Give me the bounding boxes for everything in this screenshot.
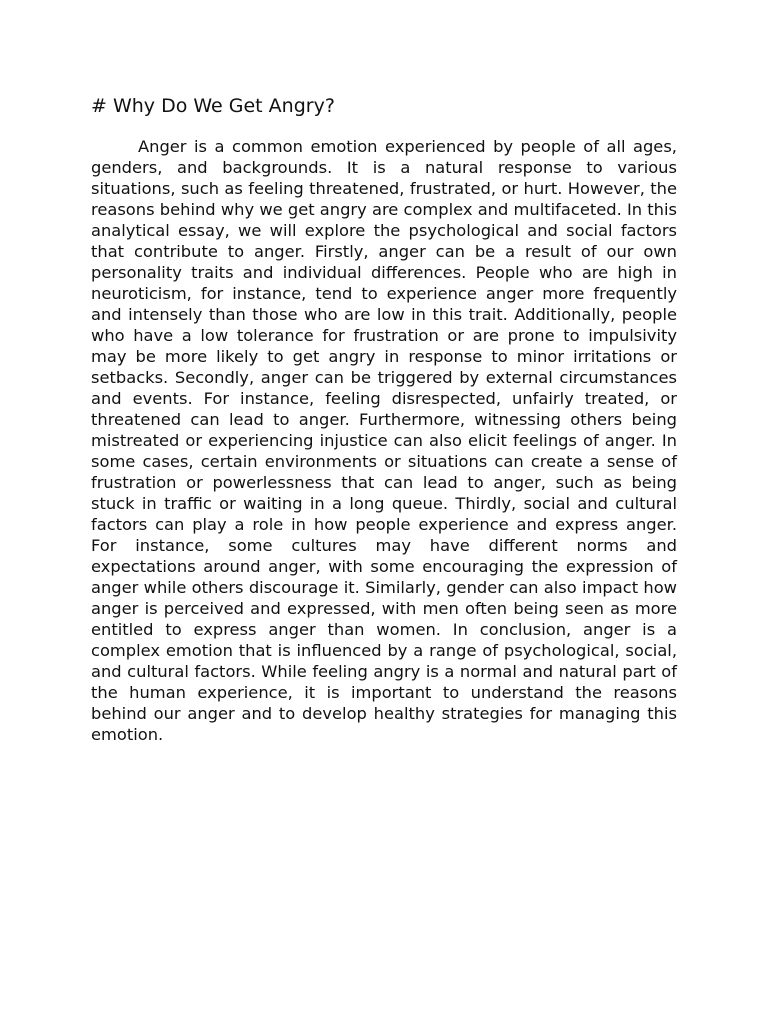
document-title: # Why Do We Get Angry?: [91, 95, 335, 117]
document-body-paragraph: Anger is a common emotion experienced by people of all ages, genders, and backgrounds. It is a natural response to various situations, such as feeling threatened, frustrated, or hurt. However, the reasons behind why we get angry are complex and multifaceted. In this analytical essay, we will explore the psychological and social factors that contribute to anger. Firstly, anger can be a result of our own personality traits and individual differences. People who are high in neuroticism, for instance, tend to experience anger more frequently and intensely than those who are low in this trait. Additionally, people who have a low tolerance for frustration or are prone to impulsivity may be more likely to get angry in response to minor irritations or setbacks. Secondly, anger can be triggered by external circumstances and events. For instance, feeling disrespected, unfairly treated, or threatened can lead to anger. Furthermore, witnessing others being mistreated or experiencing injustice can also elicit feelings of anger. In some cases, certain environments or situations can create a sense of frustration or powerlessness that can lead to anger, such as being stuck in traffic or waiting in a long queue. Thirdly, social and cultural factors can play a role in how people experience and express anger. For instance, some cultures may have different norms and expectations around anger, with some encouraging the expression of anger while others discourage it. Similarly, gender can also impact how anger is perceived and expressed, with men often being seen as more entitled to express anger than women. In conclusion, anger is a complex emotion that is influenced by a range of psychological, social, and cultural factors. While feeling angry is a normal and natural part of the human experience, it is important to understand the reasons behind our anger and to develop healthy strategies for managing this emotion.: [91, 137, 677, 744]
